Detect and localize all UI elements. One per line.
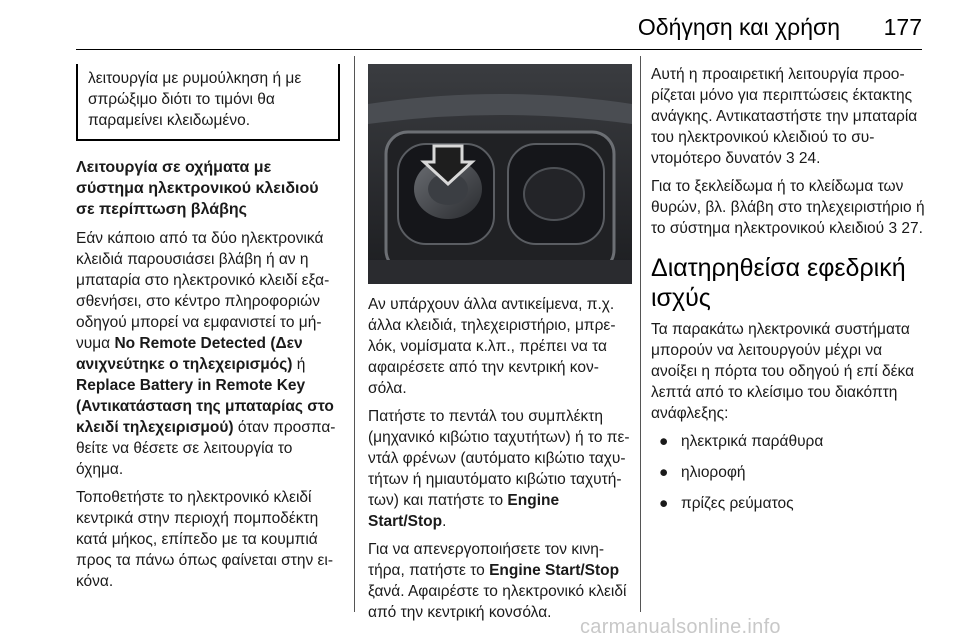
text-run: Για το ξεκλείδωμα ή το κλείδωμα των θυρών, βλ. βλάβη στο τηλεχειριστήριο ή το σύστημα ηλεκτρονικού κλειδιού — [651, 178, 925, 237]
engine-start-stop-label: Engine Start/Stop — [368, 492, 560, 530]
paragraph-door-lock — [651, 176, 927, 239]
text-run: Εάν κάποιο από τα δύο ηλεκτρονικά κλειδιά παρουσιάσει βλάβη ή αν η μπαταρία στο ηλεκτρονικό κλειδί εξασθενήσει, στο κέντρο πληροφοριών οδηγού μπορεί να εμφανιστεί το μήνυμα — [76, 230, 330, 352]
engine-start-stop-label: Engine Start/Stop — [489, 562, 620, 579]
paragraph-emergency-only — [651, 64, 927, 169]
paragraph-place-key: Τοποθετήστε το ηλεκτρονικό κλειδί κεντρικά στην περιοχή πομποδέκτη κατά μήκος, επίπεδο με τα κουμπιά προς τα πάνω όπως φαίνεται στην εικόνα. — [76, 489, 334, 590]
text-run: Πατήστε το πεντάλ του συμπλέκτη (μηχανικό κιβώτιο ταχυτήτων) ή το πεντάλ φρένων (αυτόματο κιβώτιο ταχυτήτων ή ημιαυτόματο κιβώτιο ταχυτήτων) και πατήστε το — [368, 408, 630, 509]
header-title: Οδήγηση και χρήση — [637, 14, 840, 40]
paragraph-remove-objects: Αν υπάρχουν άλλα αντικείμενα, π.χ. άλλα κλειδιά, τηλεχειριστήριο, μπρελόκ, νομίσματα κ.λπ., πρέπει να τα αφαιρέσετε από την κεντρική κονσόλα. — [368, 296, 616, 397]
list-item-text: πρίζες ρεύματος — [681, 495, 794, 512]
console-illustration — [368, 64, 632, 284]
section-heading-emergency: Λειτουργία σε οχήματα με σύστημα ηλεκτρονικού κλειδιού σε περίπτωση βλάβης — [76, 159, 319, 218]
page-number: 177 — [883, 14, 922, 40]
text-run: . — [442, 513, 447, 530]
bullet-icon: ● — [659, 433, 669, 450]
message-no-remote: No Remote Detected (Δεν ανιχνεύτηκε ο τηλεχειρισμός) — [76, 335, 303, 373]
page-reference[interactable]: 3 27. — [888, 220, 923, 237]
header-rule — [76, 49, 922, 50]
note-box — [76, 64, 340, 141]
text-run: όταν προσπαθείτε να θέσετε σε λειτουργία το όχημα. — [76, 419, 336, 478]
list-item — [651, 431, 927, 452]
retained-power-list — [651, 431, 927, 514]
note-text: λειτουργία με ρυμούλκηση ή με σπρώξιμο διότι το τιμόνι θα παραμείνει κλειδωμένο. — [88, 70, 302, 129]
list-item — [651, 493, 927, 514]
bullet-icon: ● — [659, 464, 669, 481]
text-run: Για να απενεργοποιήσετε τον κινητήρα, πατήστε το — [368, 541, 605, 579]
paragraph-press-pedal — [368, 406, 632, 532]
text-run: Αυτή η προαιρετική λειτουργία προορίζεται μόνο για περιπτώσεις έκτακτης ανάγκης. Αντικαταστήστε την μπαταρία του ηλεκτρονικού κλειδιού το συντομότερο δυνατόν — [651, 66, 918, 167]
paragraph-stop-engine — [368, 539, 632, 623]
console-photo — [368, 64, 632, 284]
paragraph-fault-message — [76, 228, 340, 480]
column-divider-right — [640, 56, 641, 612]
column-3 — [651, 64, 927, 524]
watermark: carmanualsonline.info — [580, 616, 781, 638]
list-item-text: ηλεκτρικά παράθυρα — [681, 433, 824, 450]
column-2 — [368, 64, 632, 630]
text-run: ξανά. Αφαιρέστε το ηλεκτρονικό κλειδί από την κεντρική κονσόλα. — [368, 583, 627, 621]
message-replace-battery: Replace Battery in Remote Key (Αντικατάσταση της μπαταρίας στο κλειδί τηλεχειρισμού) — [76, 377, 334, 436]
list-item — [651, 462, 927, 483]
paragraph-retained-power: Τα παρακάτω ηλεκτρονικά συστήματα μπορούν να λειτουργούν μέχρι να ανοίξει η πόρτα του οδηγού ή επί δέκα λεπτά από το κλείσιμο του διακόπτη ανάφλεξης: — [651, 321, 915, 422]
column-divider-left — [354, 56, 355, 612]
bullet-icon: ● — [659, 495, 669, 512]
list-item-text: ηλιοροφή — [681, 464, 746, 481]
column-1 — [76, 64, 340, 599]
section-heading-retained-power: Διατηρηθείσα εφεδρική ισχύς — [651, 254, 906, 312]
page-header — [0, 0, 960, 56]
text-run: ή — [292, 356, 306, 373]
page-reference[interactable]: 3 24. — [786, 150, 821, 167]
